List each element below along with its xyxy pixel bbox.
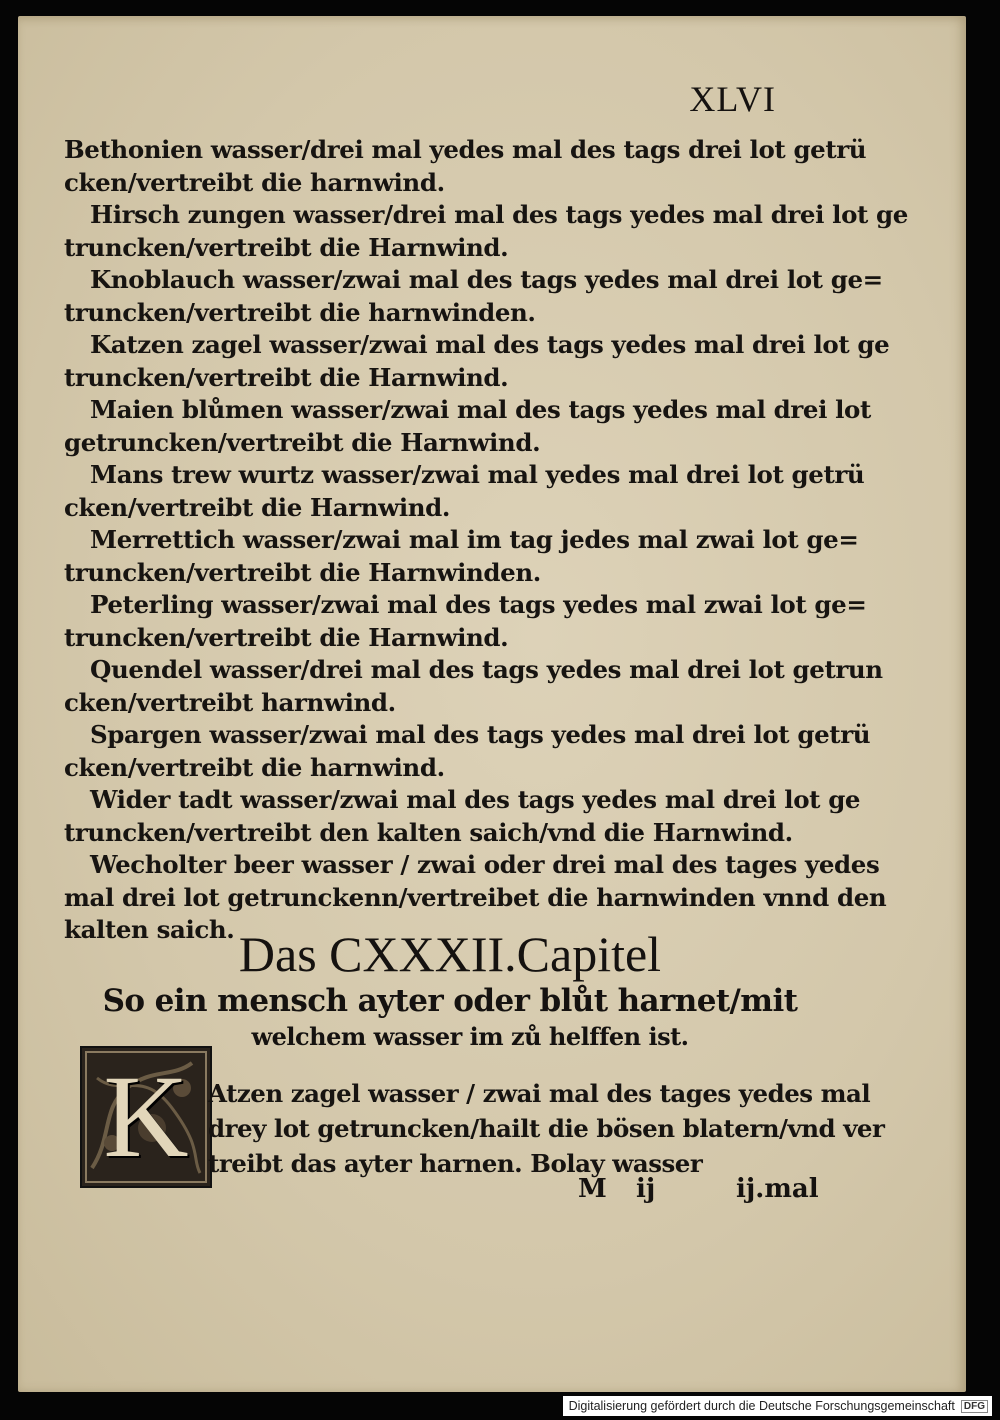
text-line: Bethonien wasser/drei mal yedes mal des tags drei lot getrü bbox=[64, 135, 867, 164]
text-line: truncken/vertreibt den kalten saich/vnd die Harnwind. bbox=[64, 817, 793, 847]
footer-banner bbox=[563, 1396, 992, 1416]
text-line: Knoblauch wasser/zwai mal des tags yedes mal drei lot ge= bbox=[90, 265, 883, 294]
chapter-subtitle-cont: welchem wasser im zů helffen ist. bbox=[251, 1022, 689, 1051]
chapter-subtitle: So ein mensch ayter oder blůt harnet/mit bbox=[102, 983, 798, 1019]
text-line: truncken/vertreibt die harnwinden. bbox=[64, 297, 536, 327]
text-line: truncken/vertreibt die Harnwind. bbox=[64, 362, 509, 392]
catchword: ij.mal bbox=[736, 1174, 819, 1204]
initial-letter: K bbox=[103, 1051, 189, 1182]
text-line: Quendel wasser/drei mal des tags yedes mal drei lot getrun bbox=[90, 655, 883, 684]
chapter-paragraph bbox=[208, 1076, 885, 1181]
text-line: Merrettich wasser/zwai mal im tag jedes mal zwai lot ge= bbox=[90, 525, 859, 554]
paragraph-line: treibt das ayter harnen. Bolay wasser bbox=[208, 1149, 703, 1178]
text-line: getruncken/vertreibt die Harnwind. bbox=[64, 427, 541, 457]
text-line: cken/vertreibt die harnwind. bbox=[64, 167, 445, 197]
text-line: truncken/vertreibt die Harnwinden. bbox=[64, 557, 541, 587]
text-line: Mans trew wurtz wasser/zwai mal yedes mal drei lot getrü bbox=[90, 460, 865, 489]
paragraph-line: drey lot getruncken/hailt die bösen blatern/vnd ver bbox=[208, 1114, 885, 1143]
signature-mark: M bbox=[578, 1174, 607, 1204]
text-line: Hirsch zungen wasser/drei mal des tags yedes mal drei lot ge bbox=[90, 200, 908, 229]
text-line: truncken/vertreibt die Harnwind. bbox=[64, 622, 509, 652]
text-line: Wider tadt wasser/zwai mal des tags yedes mal drei lot ge bbox=[90, 785, 861, 814]
book-page bbox=[18, 16, 966, 1392]
text-line: Katzen zagel wasser/zwai mal des tags yedes mal drei lot ge bbox=[90, 330, 890, 359]
text-block bbox=[64, 134, 908, 947]
text-line: Peterling wasser/zwai mal des tags yedes mal zwai lot ge= bbox=[90, 590, 867, 619]
text-line: Wecholter beer wasser / zwai oder drei mal des tages yedes bbox=[90, 850, 880, 879]
folio-number: XLVI bbox=[689, 79, 776, 119]
paragraph-line: Atzen zagel wasser / zwai mal des tages yedes mal bbox=[208, 1079, 871, 1108]
text-line: Spargen wasser/zwai mal des tags yedes mal drei lot getrü bbox=[90, 720, 871, 749]
text-line: cken/vertreibt die harnwind. bbox=[64, 752, 445, 782]
footer-text: Digitalisierung gefördert durch die Deutsche Forschungsgemeinschaft bbox=[568, 1399, 955, 1413]
text-line: truncken/vertreibt die Harnwind. bbox=[64, 232, 509, 262]
chapter-title: Das CXXXII.Capitel bbox=[238, 926, 662, 982]
text-line: mal drei lot getrunckenn/vertreibet die harnwinden vnnd den bbox=[64, 882, 887, 912]
text-line: Maien blůmen wasser/zwai mal des tags yedes mal drei lot bbox=[90, 395, 871, 424]
text-line: kalten saich. bbox=[64, 915, 235, 944]
decorated-initial bbox=[80, 1046, 212, 1188]
signature-number: ij bbox=[636, 1174, 656, 1204]
chapter-heading bbox=[70, 926, 830, 1054]
dfg-logo-icon: DFG bbox=[961, 1400, 988, 1413]
text-line: cken/vertreibt die Harnwind. bbox=[64, 492, 451, 522]
text-line: cken/vertreibt harnwind. bbox=[64, 687, 396, 717]
